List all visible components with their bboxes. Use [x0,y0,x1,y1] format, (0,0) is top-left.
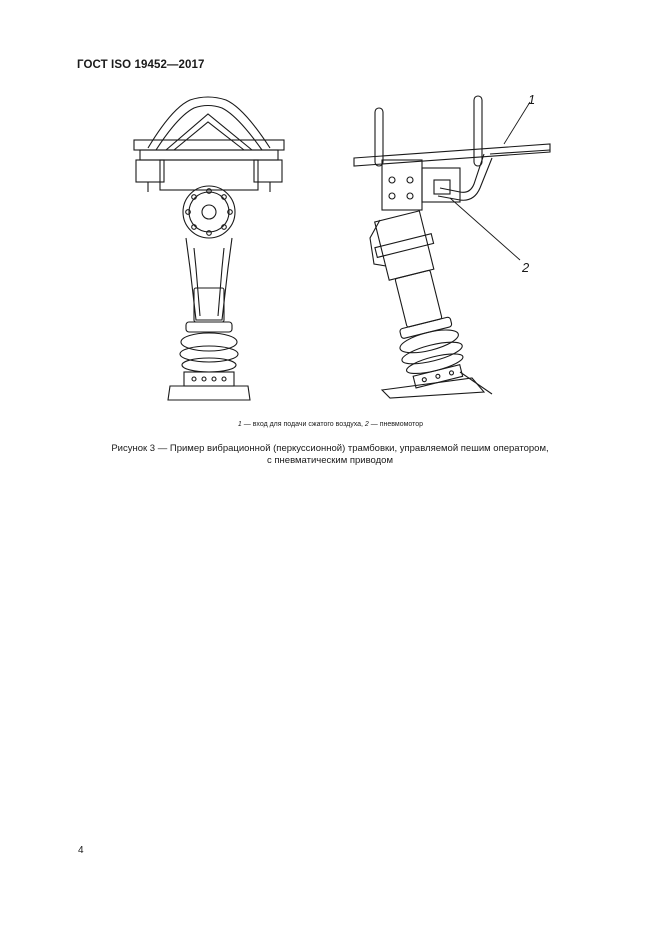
document-header: ГОСТ ISO 19452—2017 [77,59,205,71]
legend-item1-separator: — [241,421,253,428]
legend-item2-text: пневмомотор [379,421,424,428]
figure-rammer-drawings [120,88,560,408]
legend-item2-number: 2 [364,421,369,428]
callout-label-1: 1 [528,92,536,107]
caption-line-1: Рисунок 3 — Пример вибрационной (перкуссионной) трамбовки, управляемой пешим оператором, [111,443,549,454]
rammer-front-view [134,97,284,400]
legend-item1-text: вход для подачи сжатого воздуха, [252,421,365,428]
legend-item2-separator: — [368,421,380,428]
rammer-side-view [354,96,550,398]
legend-item1-number: 1 [237,421,242,428]
figure-caption [100,443,560,467]
caption-line-2: с пневматическим приводом [267,455,393,466]
callout-label-2: 2 [522,260,530,275]
page-number: 4 [78,845,84,856]
figure-legend [0,421,661,428]
